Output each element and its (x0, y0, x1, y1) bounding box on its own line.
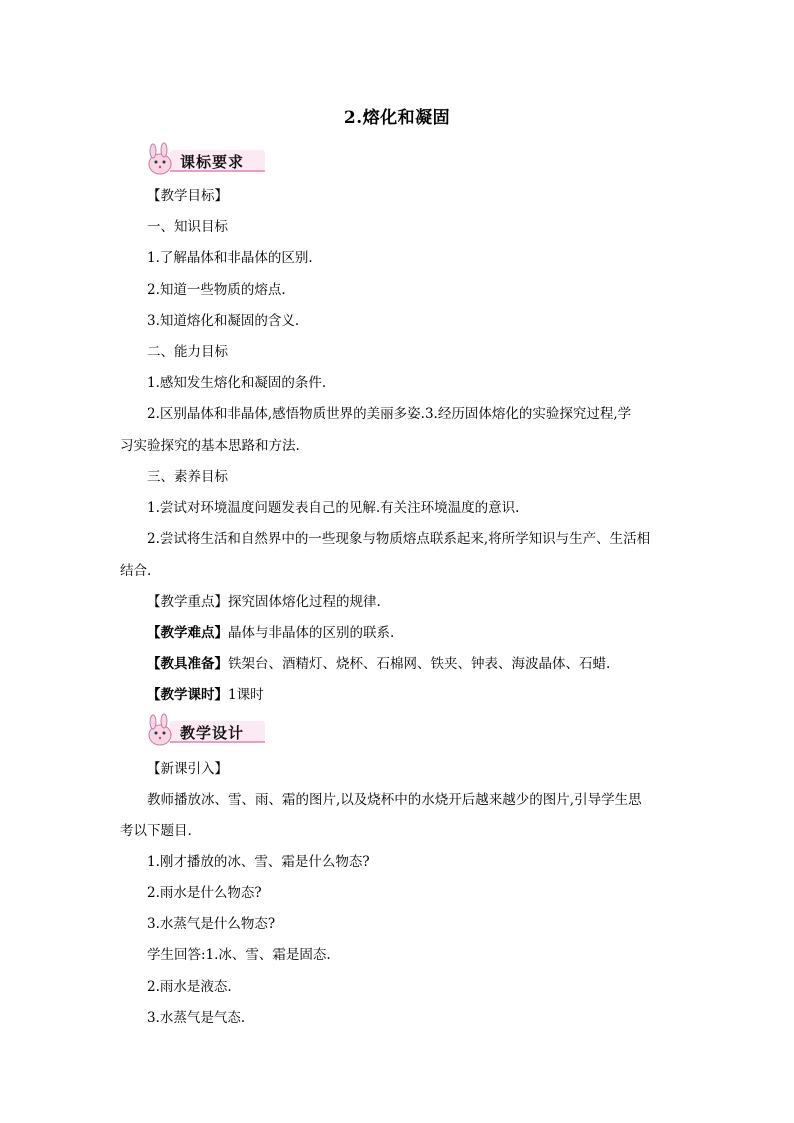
literacy-item: 1.尝试对环境温度问题发表自己的见解.有关注环境温度的意识. (147, 500, 520, 516)
page-title: 2.熔化和凝固 (343, 108, 451, 128)
design-badge (140, 713, 270, 749)
intro-paragraph-continued: 考以下题目. (120, 823, 192, 839)
knowledge-item: 1.了解晶体和非晶体的区别. (147, 250, 313, 266)
difficulty-text: 晶体与非晶体的区别的联系. (228, 625, 395, 641)
ability-heading: 二、能力目标 (147, 344, 228, 360)
literacy-item-continued: 结合. (120, 563, 152, 579)
goals-header: 【教学目标】 (147, 188, 228, 204)
intro-paragraph: 教师播放冰、雪、雨、霜的图片,以及烧杯中的水烧开后越来越少的图片,引导学生思 (147, 792, 642, 808)
answer-item: 学生回答:1.冰、雪、霜是固态. (147, 947, 331, 963)
ability-item: 1.感知发生熔化和凝固的条件. (147, 375, 327, 391)
literacy-item: 2.尝试将生活和自然界中的一些现象与物质熔点联系起来,将所学知识与生产、生活相 (147, 531, 651, 547)
knowledge-heading: 一、知识目标 (147, 219, 228, 235)
answer-item: 2.雨水是液态. (147, 979, 232, 995)
ability-item-continued: 习实验探究的基本思路和方法. (120, 438, 300, 454)
lesson-hours (147, 686, 264, 704)
badge-label: 课标要求 (180, 153, 245, 171)
hours-label: 【教学课时】 (147, 687, 228, 703)
question-item: 1.刚才播放的冰、雪、霜是什么物态? (147, 854, 370, 870)
key-point-text: 探究固体熔化过程的规律. (228, 594, 381, 610)
knowledge-item: 2.知道一些物质的熔点. (147, 282, 286, 298)
cartoon-mascot-icon (140, 713, 180, 749)
curriculum-badge (140, 142, 270, 178)
badge-label: 教学设计 (180, 724, 245, 742)
equipment-text: 铁架台、酒精灯、烧杯、石棉网、铁夹、钟表、海波晶体、石蜡. (228, 656, 611, 672)
difficulty-label: 【教学难点】 (147, 625, 228, 641)
ability-item: 2.区别晶体和非晶体,感悟物质世界的美丽多姿.3.经历固体熔化的实验探究过程,学 (147, 406, 632, 422)
equipment (147, 655, 610, 673)
difficulty-point (147, 624, 394, 642)
question-item: 3.水蒸气是什么物态? (147, 916, 276, 932)
intro-header: 【新课引入】 (147, 761, 228, 777)
hours-text: 1课时 (228, 687, 264, 703)
cartoon-mascot-icon (140, 142, 180, 178)
key-point (147, 593, 381, 611)
key-point-label: 【教学重点】 (147, 594, 228, 610)
equipment-label: 【教具准备】 (147, 656, 228, 672)
question-item: 2.雨水是什么物态? (147, 885, 262, 901)
answer-item: 3.水蒸气是气态. (147, 1010, 246, 1026)
literacy-heading: 三、素养目标 (147, 469, 228, 485)
knowledge-item: 3.知道熔化和凝固的含义. (147, 313, 300, 329)
